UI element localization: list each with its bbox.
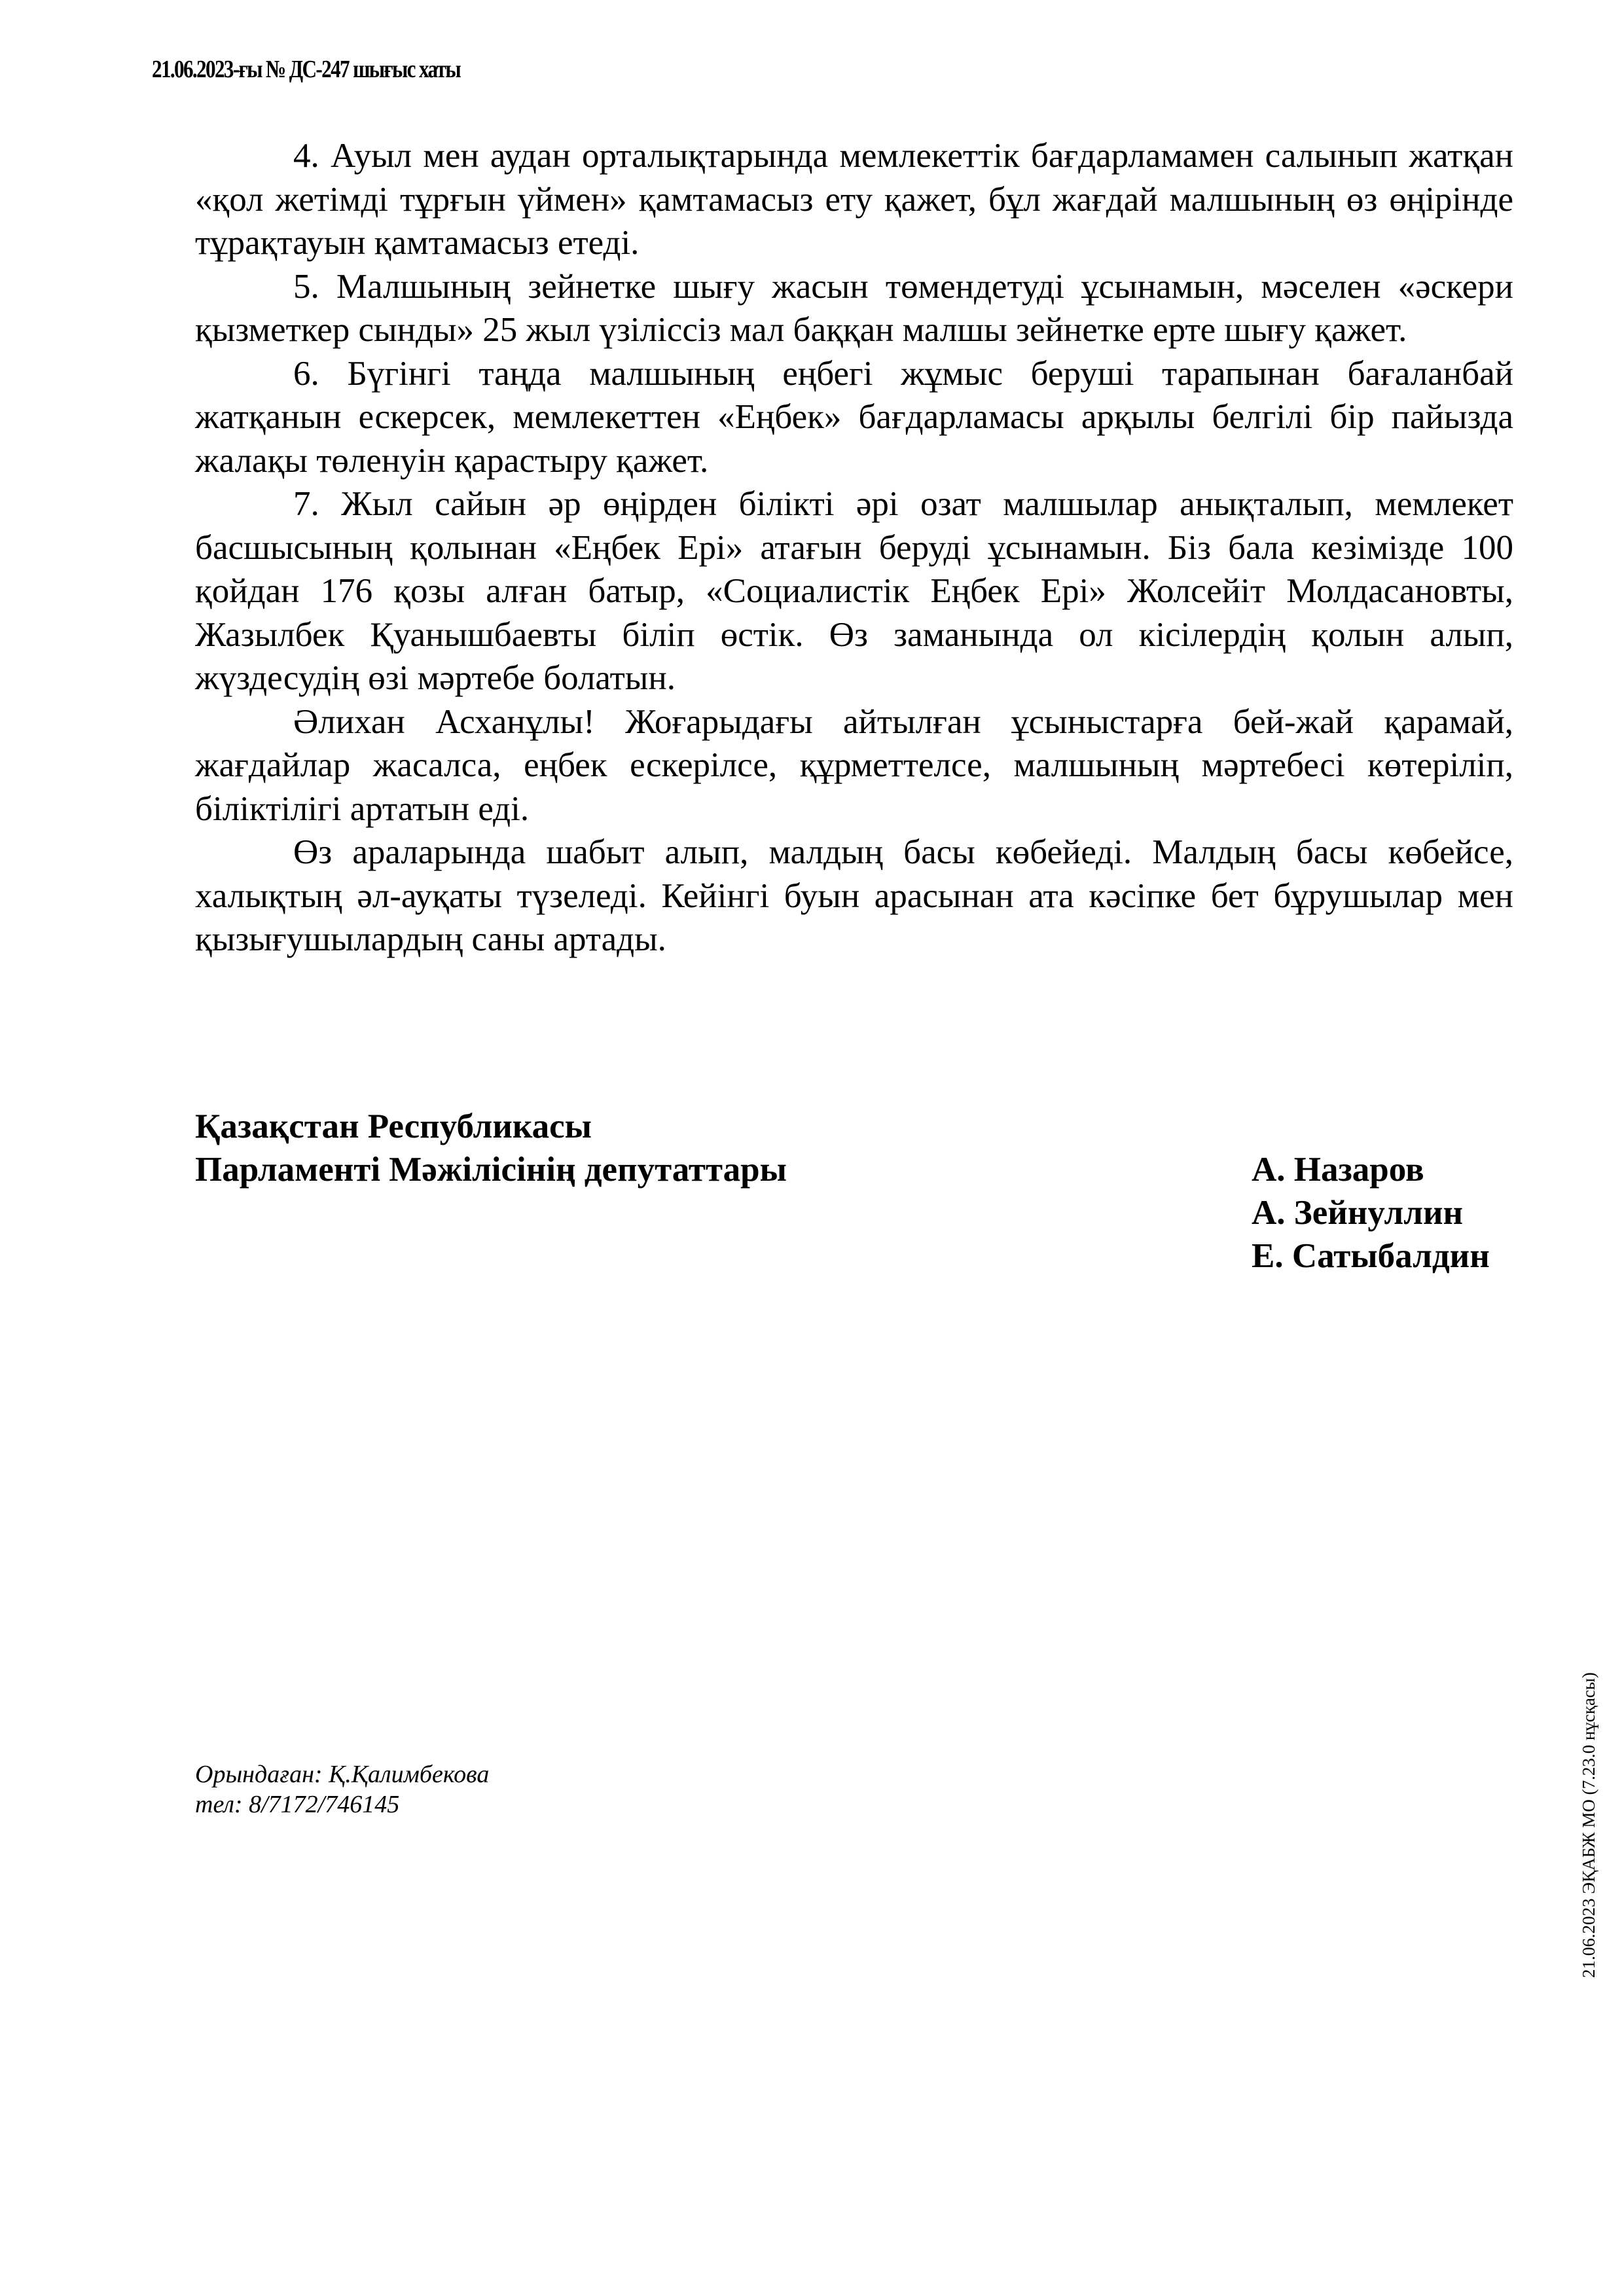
executor-name: Орындаған: Қ.Қалимбекова [195,1761,490,1788]
signature-title-line-2: Парламенті Мәжілісінің депутаттары [195,1151,787,1189]
paragraph-item-7: 7. Жыл сайын әр өңірден білікті әрі озат малшылар анықталып, мемлекет басшысының қолынан «Еңбек Ері» атағын беруді ұсынамын. Біз бала кезімізде 100 қойдан 176 қозы алған батыр, «Социалистік Еңбек Ері» Жолсейіт Молдасановты, Жазылбек Қуанышбаевты біліп өстік. Өз заманында ол кісілердің қолын алып, жүздесудің өзі мәртебе болатын. [195,485,1513,697]
paragraph-item-4: 4. Ауыл мен аудан орталықтарында мемлекеттік бағдарламамен салынып жатқан «қол жетімді тұрғын үймен» қамтамасыз ету қажет, бұл жағдай малшының өз өңірінде тұрақтауын қамтамасыз етеді. [195,137,1513,262]
executor-phone: тел: 8/7172/746145 [195,1791,400,1818]
paragraph-conclusion: Өз араларында шабыт алып, малдың басы көбейеді. Малдың басы көбейсе, халықтың әл-ауқаты түзеледі. Кейінгі буын арасынан ата кәсіпке бет бұрушылар мен қызығушылардың саны артады. [195,833,1513,958]
registration-side-stamp: 21.06.2023 ЭҚАБЖ МО (7.23.0 нұсқасы) [1579,1672,1598,1978]
paragraph-appeal: Әлихан Асханұлы! Жоғарыдағы айтылған ұсыныстарға бей-жай қарамай, жағдайлар жасалса, еңбек ескерілсе, құрметтелсе, малшының мәртебесі көтеріліп, біліктілігі артатын еді. [195,702,1513,828]
letter-body [195,134,1513,961]
signers-list [1252,1148,1490,1278]
signer-name: А. Назаров [1252,1151,1424,1189]
signer-name: Е. Сатыбалдин [1252,1237,1490,1275]
signature-title-line-1: Қазақстан Республикасы [195,1107,592,1145]
paragraph-item-6: 6. Бүгінгі таңда малшының еңбегі жұмыс беруші тарапынан бағаланбай жатқанын ескерсек, мемлекеттен «Еңбек» бағдарламасы арқылы белгілі бір пайызда жалақы төленуін қарастыру қажет. [195,354,1513,480]
executor-info [195,1759,489,1820]
signer-name: А. Зейнуллин [1252,1194,1464,1232]
outgoing-letter-reference: 21.06.2023-ғы № ДС-247 шығыс хаты [152,56,461,83]
paragraph-item-5: 5. Малшының зейнетке шығу жасын төмендетуді ұсынамын, мәселен «әскери қызметкер сынды» 25 жыл үзіліссіз мал баққан малшы зейнетке ерте шығу қажет. [195,267,1513,349]
signature-block [195,1105,1513,1275]
